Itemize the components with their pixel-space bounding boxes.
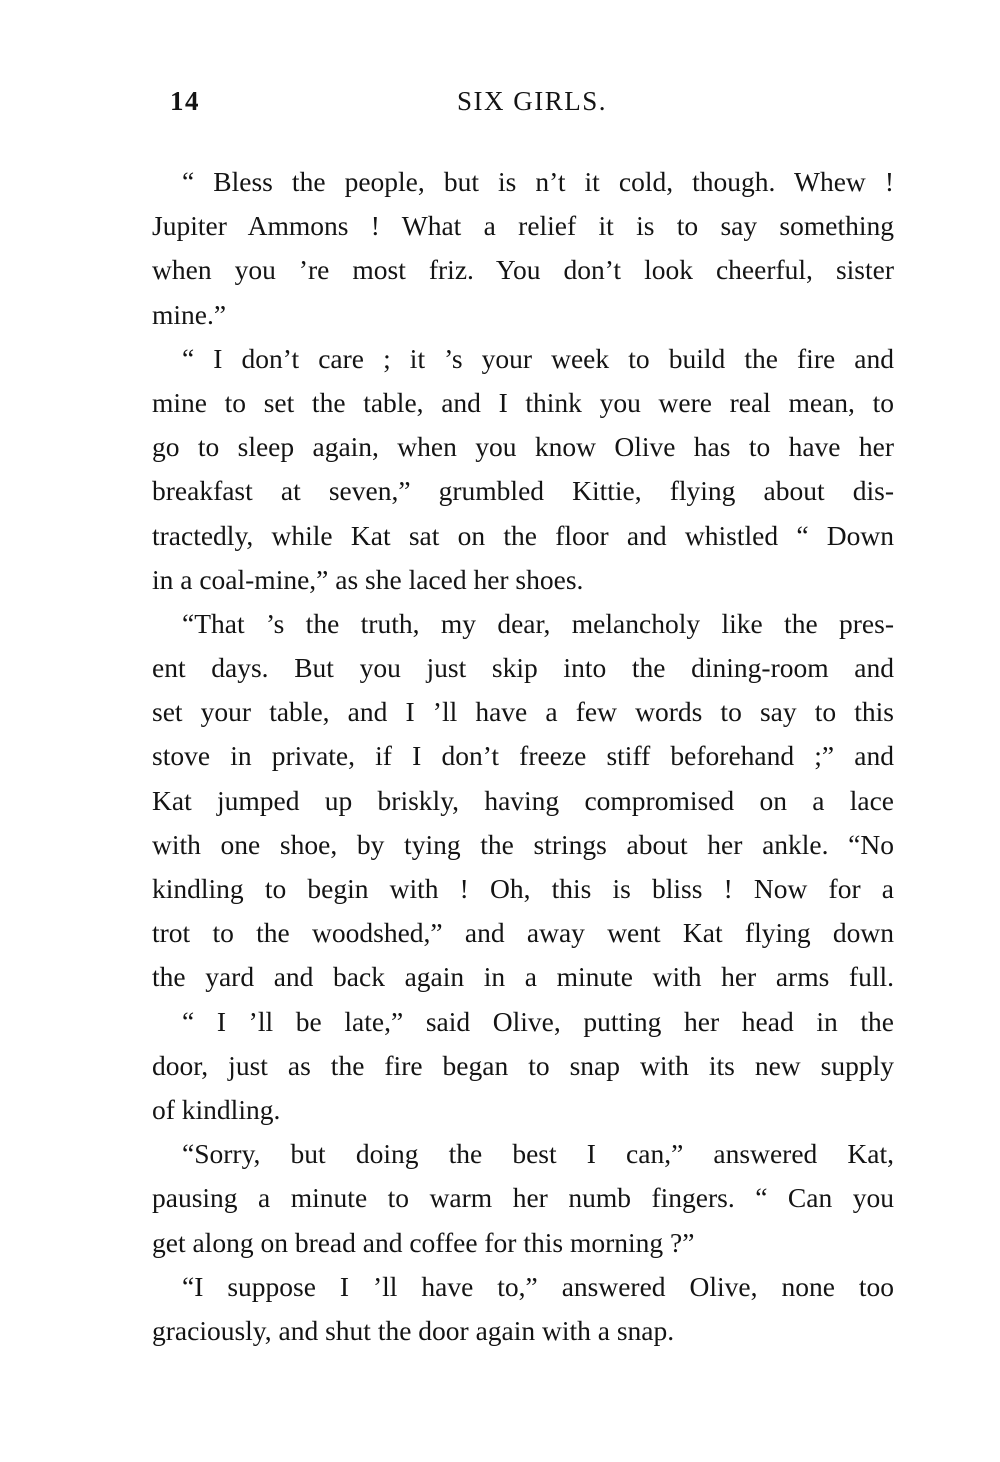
text-line: pausing a minute to warm her numb fingers. “ Can you (152, 1182, 894, 1214)
text-line: “ I don’t care ; it ’s your week to build the fire and (182, 342, 894, 374)
text-line: trot to the woodshed,” and away went Kat flying down (152, 917, 894, 949)
text-line: go to sleep again, when you know Olive has to have her (152, 431, 894, 463)
text-line: ent days. But you just skip into the dining-room and (152, 652, 894, 684)
text-line: stove in private, if I don’t freeze stiff beforehand ;” and (152, 740, 894, 772)
page-number: 14 (170, 86, 200, 116)
text-line: the yard and back again in a minute with her arms full. (152, 961, 894, 993)
text-line: tractedly, while Kat sat on the floor and whistled “ Down (152, 519, 894, 551)
text-line: kindling to begin with ! Oh, this is bliss ! Now for a (152, 873, 894, 904)
text-line: Jupiter Ammons ! What a relief it is to say something (152, 210, 894, 242)
paragraph-4 (152, 1000, 894, 1133)
running-title: SIX GIRLS. (456, 86, 607, 116)
text-line: get along on bread and coffee for this morning ?” (152, 1226, 695, 1258)
paragraph-3 (152, 602, 894, 1000)
text-line: “That ’s the truth, my dear, melancholy like the pres- (182, 607, 894, 639)
text-line: “ Bless the people, but is n’t it cold, though. Whew ! (182, 166, 894, 197)
text-line: Kat jumped up briskly, having compromised on a lace (152, 784, 894, 816)
text-line: mine.” (152, 298, 227, 330)
text-line: when you ’re most friz. You don’t look cheerful, sister (152, 254, 894, 286)
body-text (152, 160, 894, 1353)
text-line: breakfast at seven,” grumbled Kittie, flying about dis- (152, 475, 894, 507)
paragraph-1 (152, 160, 894, 337)
paragraph-2 (152, 337, 894, 602)
text-line: “I suppose I ’ll have to,” answered Olive, none too (182, 1270, 894, 1302)
text-line: graciously, and shut the door again with a snap. (152, 1314, 675, 1346)
text-line: in a coal-mine,” as she laced her shoes. (152, 563, 584, 595)
text-line: door, just as the fire began to snap with its new supply (152, 1049, 894, 1081)
running-head (152, 86, 894, 126)
paragraph-5 (152, 1132, 894, 1265)
text-line: “ I ’ll be late,” said Olive, putting her head in the (182, 1005, 894, 1037)
text-line: set your table, and I ’ll have a few words to say to this (152, 696, 894, 728)
text-line: with one shoe, by tying the strings about her ankle. “No (152, 828, 894, 860)
text-line: of kindling. (152, 1093, 281, 1125)
text-line: “Sorry, but doing the best I can,” answered Kat, (182, 1138, 894, 1170)
paragraph-6 (152, 1265, 894, 1353)
text-line: mine to set the table, and I think you were real mean, to (152, 386, 894, 418)
